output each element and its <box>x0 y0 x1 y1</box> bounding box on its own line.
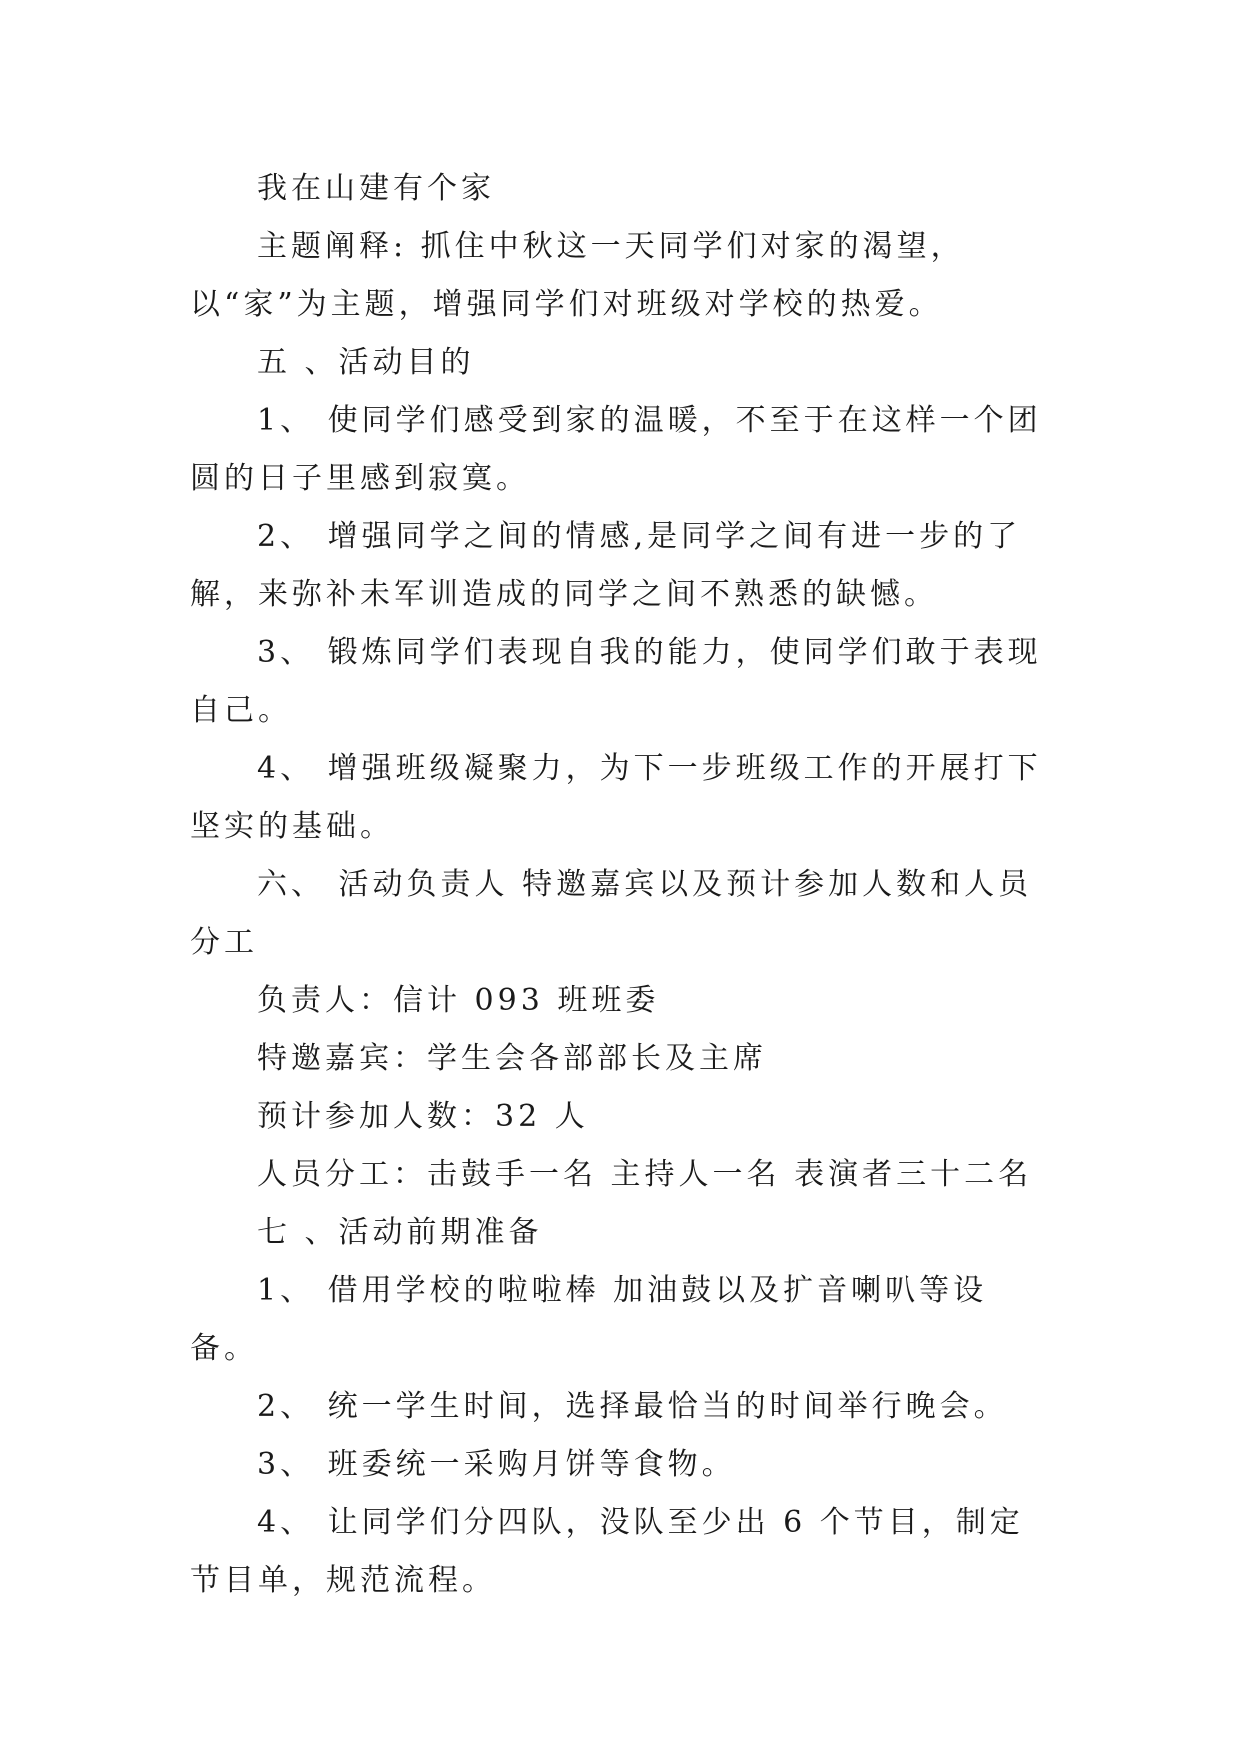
list-item: 4、 增强班级凝聚力，为下一步班级工作的开展打下坚实的基础。 <box>190 751 1042 844</box>
document-body <box>190 160 1050 1610</box>
info-line: 负责人：信计 093 班班委 <box>257 983 660 1018</box>
info-line: 特邀嘉宾：学生会各部部长及主席 <box>257 1041 767 1076</box>
section-heading-7: 七 、活动前期准备 <box>257 1215 543 1250</box>
list-item: 2、 统一学生时间，选择最恰当的时间举行晚会。 <box>257 1389 1008 1424</box>
heading-title: 我在山建有个家 <box>257 171 495 206</box>
info-line: 预计参加人数：32 人 <box>257 1099 589 1134</box>
list-item: 2、 增强同学之间的情感,是同学之间有进一步的了解，来弥补未军训造成的同学之间不熟悉的缺憾。 <box>190 519 1022 612</box>
section-heading-5: 五 、活动目的 <box>257 345 475 380</box>
list-item: 3、 班委统一采购月饼等食物。 <box>257 1447 736 1482</box>
info-line: 人员分工：击鼓手一名 主持人一名 表演者三十二名 <box>257 1157 1033 1192</box>
list-item: 3、 锻炼同学们表现自我的能力，使同学们敢于表现自己。 <box>190 635 1042 728</box>
list-item: 4、 让同学们分四队，没队至少出 6 个节目，制定节目单，规范流程。 <box>190 1505 1024 1598</box>
paragraph-theme: 主题阐释: 抓住中秋这一天同学们对家的渴望，以“家”为主题，增强同学们对班级对学校的热爱。 <box>190 229 965 322</box>
list-item: 1、 借用学校的啦啦棒 加油鼓以及扩音喇叭等设备。 <box>190 1273 988 1366</box>
section-heading-6: 六、 活动负责人 特邀嘉宾以及预计参加人数和人员分工 <box>190 867 1033 960</box>
list-item: 1、 使同学们感受到家的温暖，不至于在这样一个团圆的日子里感到寂寞。 <box>190 403 1042 496</box>
